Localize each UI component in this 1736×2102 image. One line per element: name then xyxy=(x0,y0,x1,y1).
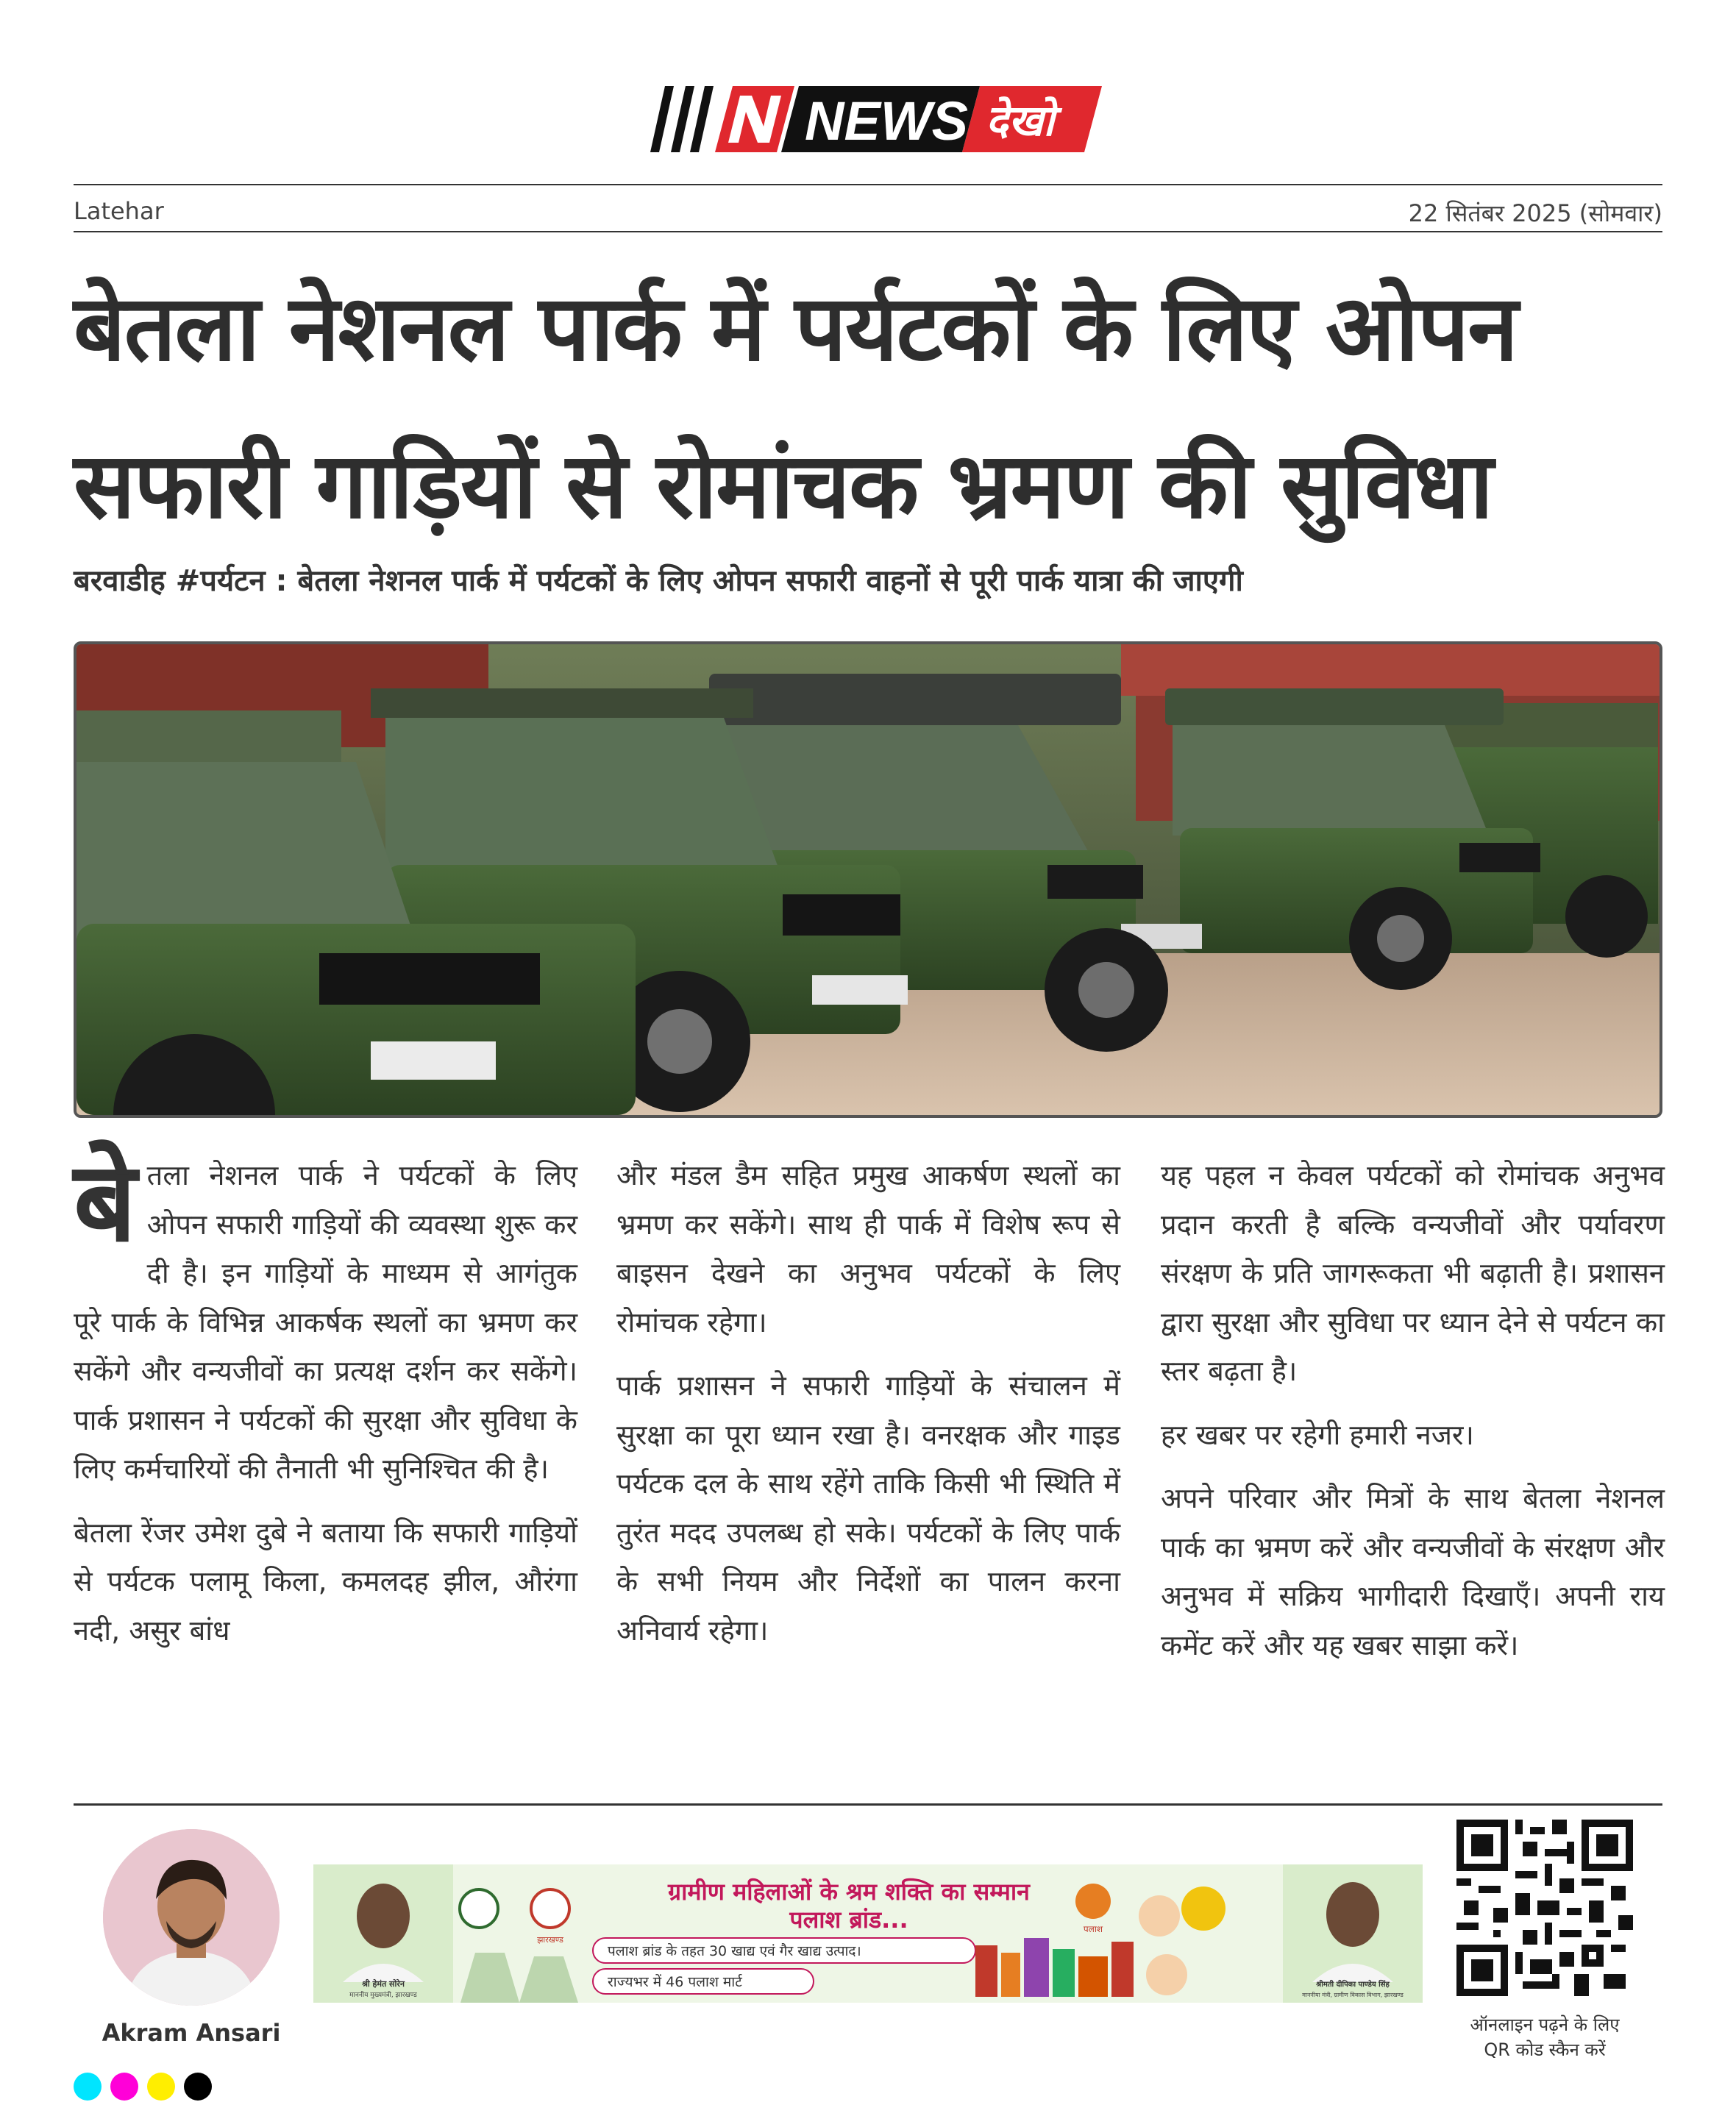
svg-text:माननीया मंत्री, ग्रामीण विकास: माननीया मंत्री, ग्रामीण विकास विभाग, झारखण्ड xyxy=(1302,1992,1404,1998)
cmyk-dot-cyan xyxy=(74,2073,102,2101)
cmyk-dot-magenta xyxy=(110,2073,138,2101)
article-column-1 xyxy=(74,1139,577,1670)
palash-advertisement-banner[interactable] xyxy=(313,1864,1423,2003)
headline-line-2: सफारी गाड़ियों से रोमांचक भ्रमण की सुविधा xyxy=(74,433,1493,539)
subheadline: बरवाडीह #पर्यटन : बेतला नेशनल पार्क में पर्यटकों के लिए ओपन सफारी वाहनों से पूरी पार्क यात्रा की जाएगी xyxy=(74,564,1243,598)
article-column-3 xyxy=(1161,1151,1665,1684)
ad-banner-artwork xyxy=(313,1864,1423,2003)
safari-vehicles-photo xyxy=(74,641,1662,1118)
cmyk-dot-yellow xyxy=(147,2073,175,2101)
svg-text:देखो: देखो xyxy=(986,96,1055,146)
headline-line-1: बेतला नेशनल पार्क में पर्यटकों के लिए ओपन xyxy=(74,276,1518,382)
svg-text:NEWS: NEWS xyxy=(805,90,968,152)
qr-caption-line-2: QR कोड स्कैन करें xyxy=(1484,2039,1606,2060)
article-paragraph: पार्क प्रशासन ने सफारी गाड़ियों के संचालन में सुरक्षा का पूरा ध्यान रखा है। वनरक्षक और गाइड पर्यटक दल के साथ रहेंगे ताकि किसी भी स्थिति में तुरंत मदद उपलब्ध हो सके। पर्यटकों के लिए पार्क के सभी नियम और निर्देशों का पालन करना अनिवार्य रहेगा। xyxy=(616,1369,1120,1647)
palash-flower-icon xyxy=(1075,1884,1111,1919)
person-icon xyxy=(103,1829,280,2006)
article-paragraph xyxy=(74,1139,577,1494)
qr-caption xyxy=(1427,2012,1662,2062)
palash-seal-icon xyxy=(531,1889,569,1928)
svg-text:पलाश ब्रांड के तहत 30 खाद्य एव: पलाश ब्रांड के तहत 30 खाद्य एवं गैर खाद्य उत्पाद। xyxy=(608,1943,861,1959)
article-paragraph: अपने परिवार और मित्रों के साथ बेतला नेशनल पार्क का भ्रमण करें और वन्यजीवों के संरक्षण और अनुभव में सक्रिय भागीदारी दिखाएँ। अपनी राय कमेंट करें और यह खबर साझा करें। xyxy=(1161,1482,1665,1661)
article-paragraph: हर खबर पर रहेगी हमारी नजर। xyxy=(1161,1418,1474,1451)
svg-text:श्री हेमंत सोरेन: श्री हेमंत सोरेन xyxy=(362,1979,405,1989)
top-rule xyxy=(74,184,1662,185)
svg-text:ग्रामीण महिलाओं के श्रम शक्ति: ग्रामीण महिलाओं के श्रम शक्ति का सम्मान xyxy=(668,1878,1030,1906)
author-avatar[interactable] xyxy=(103,1829,280,2006)
svg-text:पलाश ब्रांड...: पलाश ब्रांड... xyxy=(789,1906,908,1934)
qr-code-icon xyxy=(1456,1820,1633,1996)
cmyk-dot-black xyxy=(184,2073,212,2101)
svg-text:झारखण्ड: झारखण्ड xyxy=(537,1935,563,1945)
dropcap: बे xyxy=(74,1139,137,1266)
svg-text:राज्यभर में 46 पलाश मार्ट: राज्यभर में 46 पलाश मार्ट xyxy=(608,1974,742,1990)
safari-jeeps-illustration xyxy=(77,644,1659,1115)
govt-seal-icon xyxy=(460,1889,498,1928)
qr-code[interactable] xyxy=(1456,1820,1633,1996)
svg-text:पलाश: पलाश xyxy=(1083,1924,1103,1934)
meta-rule xyxy=(74,231,1662,232)
article-column-2 xyxy=(616,1151,1120,1670)
date-label: 22 सितंबर 2025 (सोमवार) xyxy=(1408,199,1662,227)
headline xyxy=(74,250,1677,565)
newspaper-logo[interactable] xyxy=(634,82,1105,156)
svg-text:श्रीमती दीपिका पाण्डेय सिंह: श्रीमती दीपिका पाण्डेय सिंह xyxy=(1316,1981,1390,1989)
qr-caption-line-1: ऑनलाइन पढ़ने के लिए xyxy=(1470,2014,1620,2035)
paragraph-text: तला नेशनल पार्क ने पर्यटकों के लिए ओपन सफारी गाड़ियों की व्यवस्था शुरू कर दी है। इन गाड़ियों के माध्यम से आगंतुक पूरे पार्क के विभिन्न आकर्षक स्थलों का भ्रमण कर सकेंगे और वन्यजीवों का प्रत्यक्ष दर्शन कर सकेंगे। पार्क प्रशासन ने पर्यटकों की सुरक्षा और सुविधा के लिए कर्मचारियों की तैनाती भी सुनिश्चित की है। xyxy=(74,1159,577,1485)
article-paragraph: बेतला रेंजर उमेश दुबे ने बताया कि सफारी गाड़ियों से पर्यटक पलामू किला, कमलदह झील, औरंगा नदी, असुर बांध xyxy=(74,1516,577,1647)
footer-rule xyxy=(74,1803,1662,1806)
article-paragraph: यह पहल न केवल पर्यटकों को रोमांचक अनुभव प्रदान करती है बल्कि वन्यजीवों और पर्यावरण संरक्षण के प्रति जागरूकता भी बढ़ाती है। प्रशासन द्वारा सुरक्षा और सुविधा पर ध्यान देने से पर्यटन का स्तर बढ़ता है। xyxy=(1161,1159,1665,1387)
article-paragraph: और मंडल डैम सहित प्रमुख आकर्षण स्थलों का भ्रमण कर सकेंगे। साथ ही पार्क में विशेष रूप से बाइसन देखने का अनुभव पर्यटकों के लिए रोमांचक रहेगा। xyxy=(616,1159,1120,1339)
author-name: Akram Ansari xyxy=(102,2019,281,2047)
news-logo-icon xyxy=(634,82,1105,156)
location-label: Latehar xyxy=(74,197,164,225)
svg-text:माननीय मुख्यमंत्री, झारखण्ड: माननीय मुख्यमंत्री, झारखण्ड xyxy=(349,1992,417,1999)
